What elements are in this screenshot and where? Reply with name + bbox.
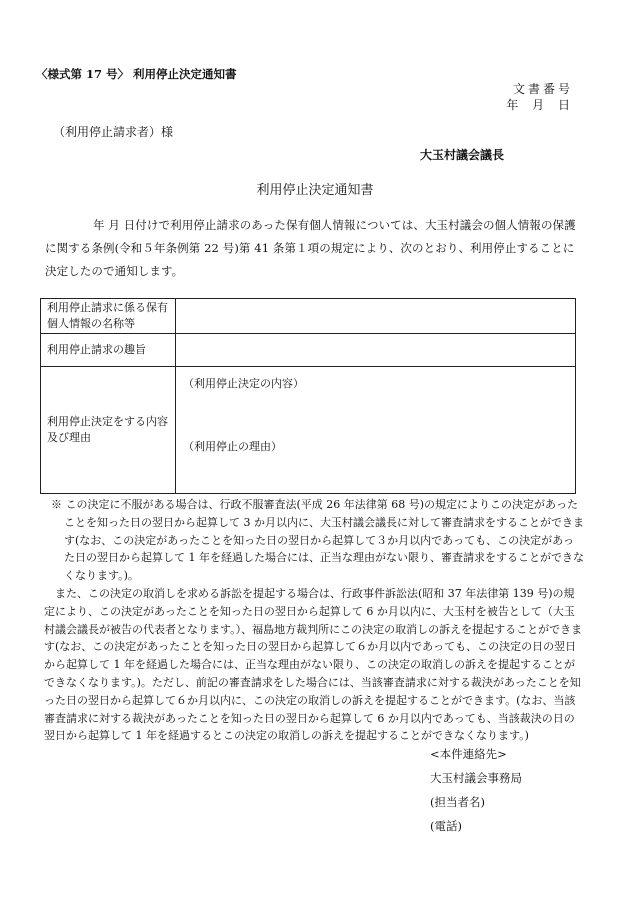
notes-section	[44, 496, 584, 745]
table-label-info-name: 利用停止請求に係る保有個人情報の名称等	[41, 299, 176, 334]
table-label-request-purpose: 利用停止請求の趣旨	[41, 334, 176, 367]
recipient: （利用停止請求者）様	[53, 125, 174, 139]
decision-content-label: （利用停止決定の内容）	[183, 377, 304, 390]
table-row	[41, 299, 576, 334]
contact-person: (担当者名)	[430, 795, 485, 809]
document-number: 文書番号	[512, 82, 573, 96]
form-label: 〈様式第 17 号〉 利用停止決定通知書	[36, 67, 237, 81]
contact-office: 大玉村議会事務局	[430, 771, 522, 785]
table-label-decision-reason: 利用停止決定をする内容及び理由	[41, 367, 176, 494]
contact-heading: <本件連絡先>	[430, 747, 507, 761]
document-title: 利用停止決定通知書	[256, 183, 374, 198]
lawsuit-note: また、この決定の取消しを求める訴訟を提起する場合は、行政事件訴訟法(昭和 37 年法律第 139 号)の規定により、この決定があったことを知った日の翌日から起算して 6 か月以内に、大玉村を被告として（大玉村議会議長が被告の代表者となります。）、福島地方裁判所にこの決定の取消しの訴えを提起することができます(なお、この決定があったことを知った日の翌日から起算して６か月以内であっても、この決定の日の翌日から起算して 1 年を経過した場合には、正当な理由がない限り、この決定の取消しの訴えを提起することができなくなります。)。ただし、前記の審査請求をした場合には、当該審査請求に対する裁決があったことを知った日の翌日から起算して６か月以内に、この決定の取消しの訴えを提起することができます。(なお、当該審査請求に対する裁決があったことを知った日の翌日から起算して 6 か月以内であっても、当該裁決の日の翌日から起算して 1 年を経過するとこの決定の取消しの訴えを提起することができなくなります。)	[44, 586, 583, 743]
decision-table	[40, 298, 576, 494]
sender: 大玉村議会議長	[420, 148, 505, 162]
table-value-request-purpose	[176, 334, 576, 367]
appeal-note: ※ この決定に不服がある場合は、行政不服審査法(平成 26 年法律第 68 号)の規定によりこの決定があったことを知った日の翌日から起算して 3 か月以内に、大玉村議会議長に対して審査請求をすることができます(なお、この決定があったことを知った日の翌日から起算して３か月以内であっても、この決定があった日の翌日から起算して 1 年を経過した場合には、正当な理由がない限り、審査請求をすることができなくなります。)。	[51, 498, 584, 583]
decision-reason-label: （利用停止の理由）	[183, 440, 282, 453]
table-value-decision-reason	[176, 367, 576, 494]
document-date: 年 月 日	[506, 98, 570, 112]
contact-phone: (電話)	[430, 819, 462, 833]
table-row	[41, 334, 576, 367]
table-value-info-name	[176, 299, 576, 334]
contact-block	[430, 742, 522, 838]
body-paragraph: 年 月 日付けで利用停止請求のあった保有個人情報については、大玉村議会の個人情報の保護に関する条例(令和５年条例第 22 号)第 41 条第１項の規定により、次のとおり、利用停止することに決定したので通知します。	[45, 218, 576, 278]
table-row	[41, 367, 576, 494]
